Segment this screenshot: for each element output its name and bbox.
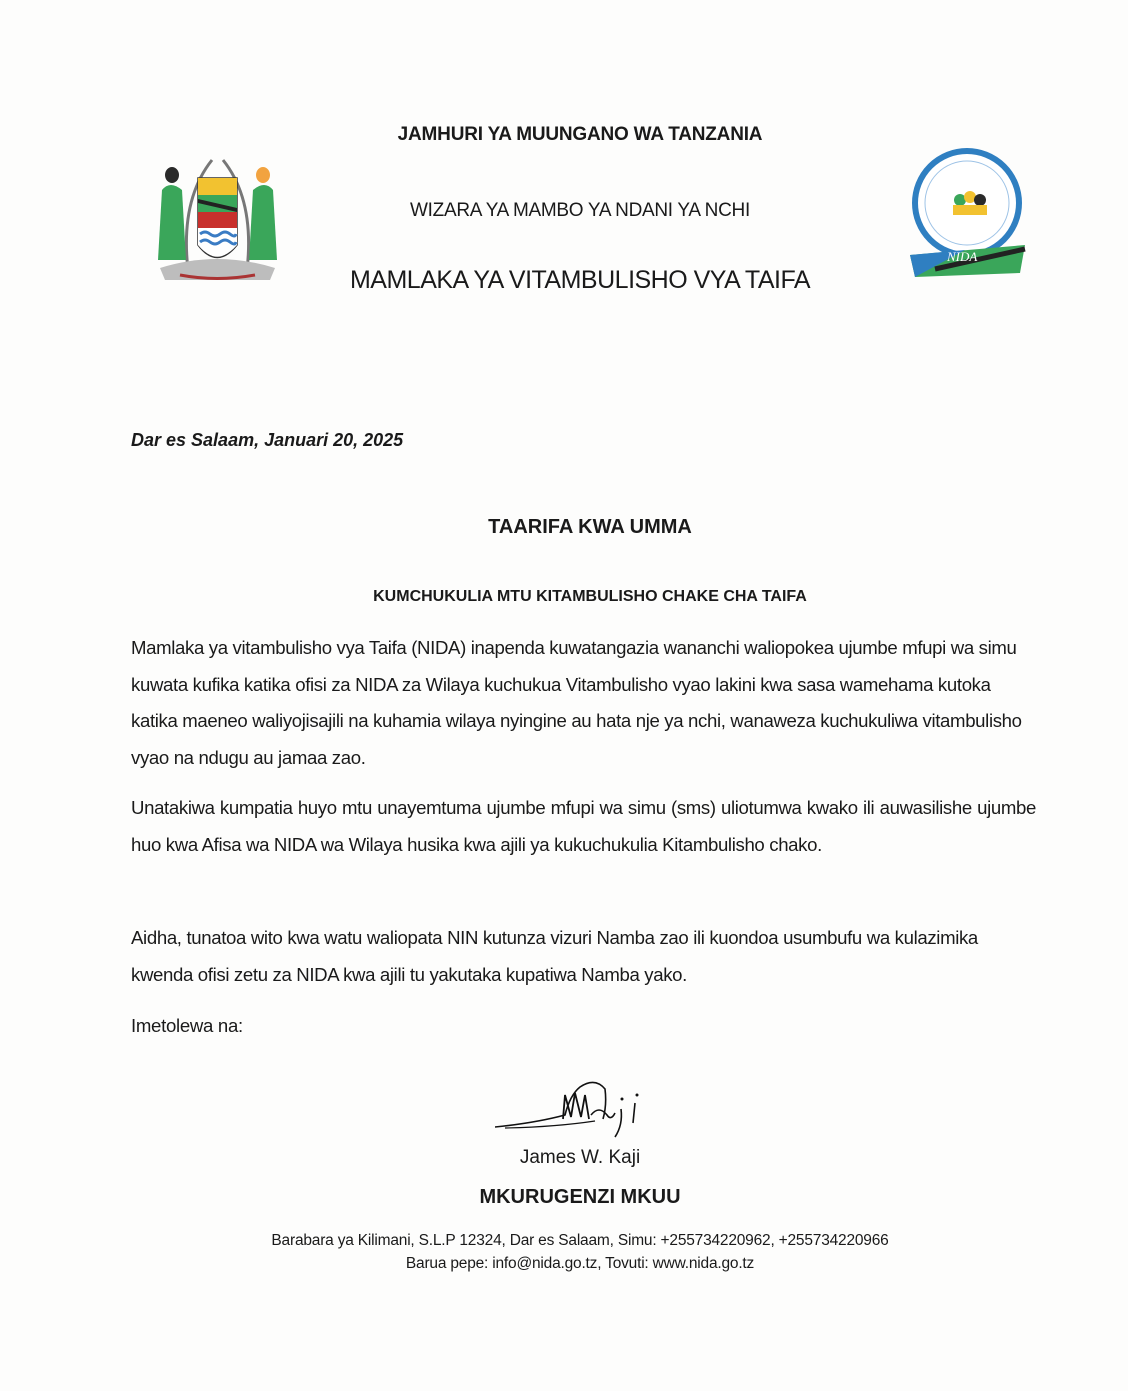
- letter-title: TAARIFA KWA UMMA: [488, 516, 692, 538]
- body-paragraph-1: Mamlaka ya vitambulisho vya Taifa (NIDA) inapenda kuwatangazia wananchi waliopokea ujumbe mfupi wa simu kuwata kufika katika ofisi za NIDA za Wilaya kuchukua Vitambulisho vyao lakini kwa sasa wamehama kutoka katika maeneo waliyojisajili na kuhamia wilaya nyingine au hata nje ya nchi, wanaweza kuchukuliwa vitambulisho vyao na ndugu au jamaa zao.: [131, 637, 1022, 768]
- letter-date: Dar es Salaam, Januari 20, 2025: [131, 430, 404, 450]
- issued-by-label: Imetolewa na:: [131, 1015, 243, 1036]
- body-paragraph-2: Unatakiwa kumpatia huyo mtu unayemtuma ujumbe mfupi wa simu (sms) uliotumwa kwako ili auwasilishe ujumbe huo kwa Afisa wa NIDA wa Wilaya husika kwa ajili ya kukuchukulia Kitambulisho chako.: [131, 797, 1036, 855]
- tanzania-coat-of-arms-icon: [150, 150, 285, 290]
- signatory-title: MKURUGENZI MKUU: [479, 1186, 681, 1208]
- signature-image: [495, 1075, 675, 1145]
- body-paragraph-3: Aidha, tunatoa wito kwa watu waliopata NIN kutunza vizuri Namba zao ili kuondoa usumbufu wa kulazimika kwenda ofisi zetu za NIDA kwa ajili tu yakutaka kupatiwa Namba yako.: [131, 927, 978, 985]
- footer-contact: Barua pepe: info@nida.go.tz, Tovuti: www.nida.go.tz: [405, 1255, 755, 1272]
- letter-subtitle: KUMCHUKULIA MTU KITAMBULISHO CHAKE CHA TAIFA: [373, 588, 807, 605]
- nida-logo-text: NIDA: [947, 249, 978, 264]
- header-ministry: WIZARA YA MAMBO YA NDANI YA NCHI: [410, 200, 750, 221]
- footer-address: Barabara ya Kilimani, S.L.P 12324, Dar es Salaam, Simu: +255734220962, +255734220966: [271, 1232, 889, 1249]
- header-authority: MAMLAKA YA VITAMBULISHO VYA TAIFA: [349, 266, 811, 294]
- signatory-name: James W. Kaji: [519, 1147, 641, 1168]
- nida-logo-icon: [905, 145, 1030, 285]
- header-republic: JAMHURI YA MUUNGANO WA TANZANIA: [397, 124, 763, 145]
